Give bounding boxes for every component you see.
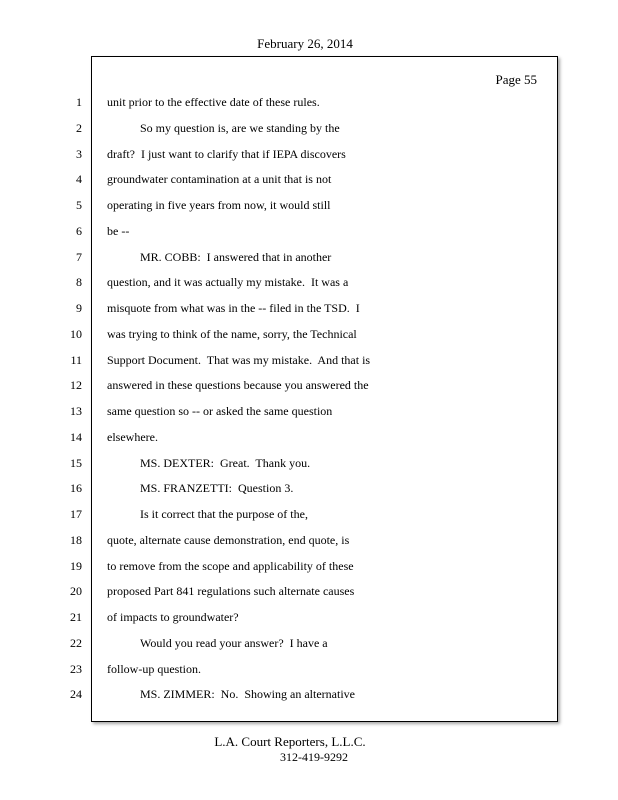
line-number: 7 — [76, 250, 82, 264]
line-number: 3 — [76, 147, 82, 161]
line-text: question, and it was actually my mistake. It was a — [107, 275, 349, 289]
line-number: 8 — [76, 275, 82, 289]
line-text: to remove from the scope and applicability of these — [107, 559, 354, 573]
line-text: Would you read your answer? I have a — [140, 636, 328, 650]
line-number: 14 — [70, 430, 82, 444]
line-number: 23 — [70, 662, 82, 676]
line-text: draft? I just want to clarify that if IEPA discovers — [107, 147, 346, 161]
line-text: be -- — [107, 224, 130, 238]
line-number: 19 — [70, 559, 82, 573]
line-text: misquote from what was in the -- filed in the TSD. I — [107, 301, 360, 315]
line-number: 5 — [76, 198, 82, 212]
line-number: 21 — [70, 610, 82, 624]
line-number: 16 — [70, 481, 82, 495]
line-text: same question so -- or asked the same question — [107, 404, 333, 418]
line-number: 24 — [70, 687, 82, 701]
line-number: 22 — [70, 636, 82, 650]
header-date: February 26, 2014 — [257, 36, 353, 51]
line-text: follow-up question. — [107, 662, 201, 676]
line-number: 18 — [70, 533, 82, 547]
line-number: 9 — [76, 301, 82, 315]
page-number: Page 55 — [495, 72, 537, 87]
line-text: proposed Part 841 regulations such alternate causes — [107, 584, 355, 598]
line-text: MS. DEXTER: Great. Thank you. — [140, 456, 311, 470]
line-text: quote, alternate cause demonstration, end quote, is — [107, 533, 350, 547]
line-text: MS. FRANZETTI: Question 3. — [140, 481, 294, 495]
line-text: answered in these questions because you answered the — [107, 378, 369, 392]
line-number: 17 — [70, 507, 82, 521]
line-number: 10 — [70, 327, 82, 341]
line-number: 12 — [70, 378, 82, 392]
footer-phone-number: 312-419-9292 — [280, 750, 348, 764]
line-number: 13 — [70, 404, 82, 418]
line-number: 2 — [76, 121, 82, 135]
line-text: was trying to think of the name, sorry, the Technical — [107, 327, 357, 341]
line-number: 1 — [76, 95, 82, 109]
line-text: Is it correct that the purpose of the, — [140, 507, 308, 521]
line-text: elsewhere. — [107, 430, 158, 444]
line-number: 6 — [76, 224, 82, 238]
line-number: 20 — [70, 584, 82, 598]
line-text: unit prior to the effective date of these rules. — [107, 95, 320, 109]
line-text: Support Document. That was my mistake. And that is — [107, 353, 371, 367]
line-text: groundwater contamination at a unit that is not — [107, 172, 332, 186]
line-number: 11 — [70, 353, 82, 367]
footer-firm-name: L.A. Court Reporters, L.L.C. — [214, 734, 366, 749]
line-text: MR. COBB: I answered that in another — [140, 250, 332, 264]
line-text: operating in five years from now, it would still — [107, 198, 331, 212]
line-number: 4 — [76, 172, 82, 186]
line-text: of impacts to groundwater? — [107, 610, 239, 624]
line-text: MS. ZIMMER: No. Showing an alternative — [140, 687, 355, 701]
line-number: 15 — [70, 456, 82, 470]
line-text: So my question is, are we standing by the — [140, 121, 340, 135]
